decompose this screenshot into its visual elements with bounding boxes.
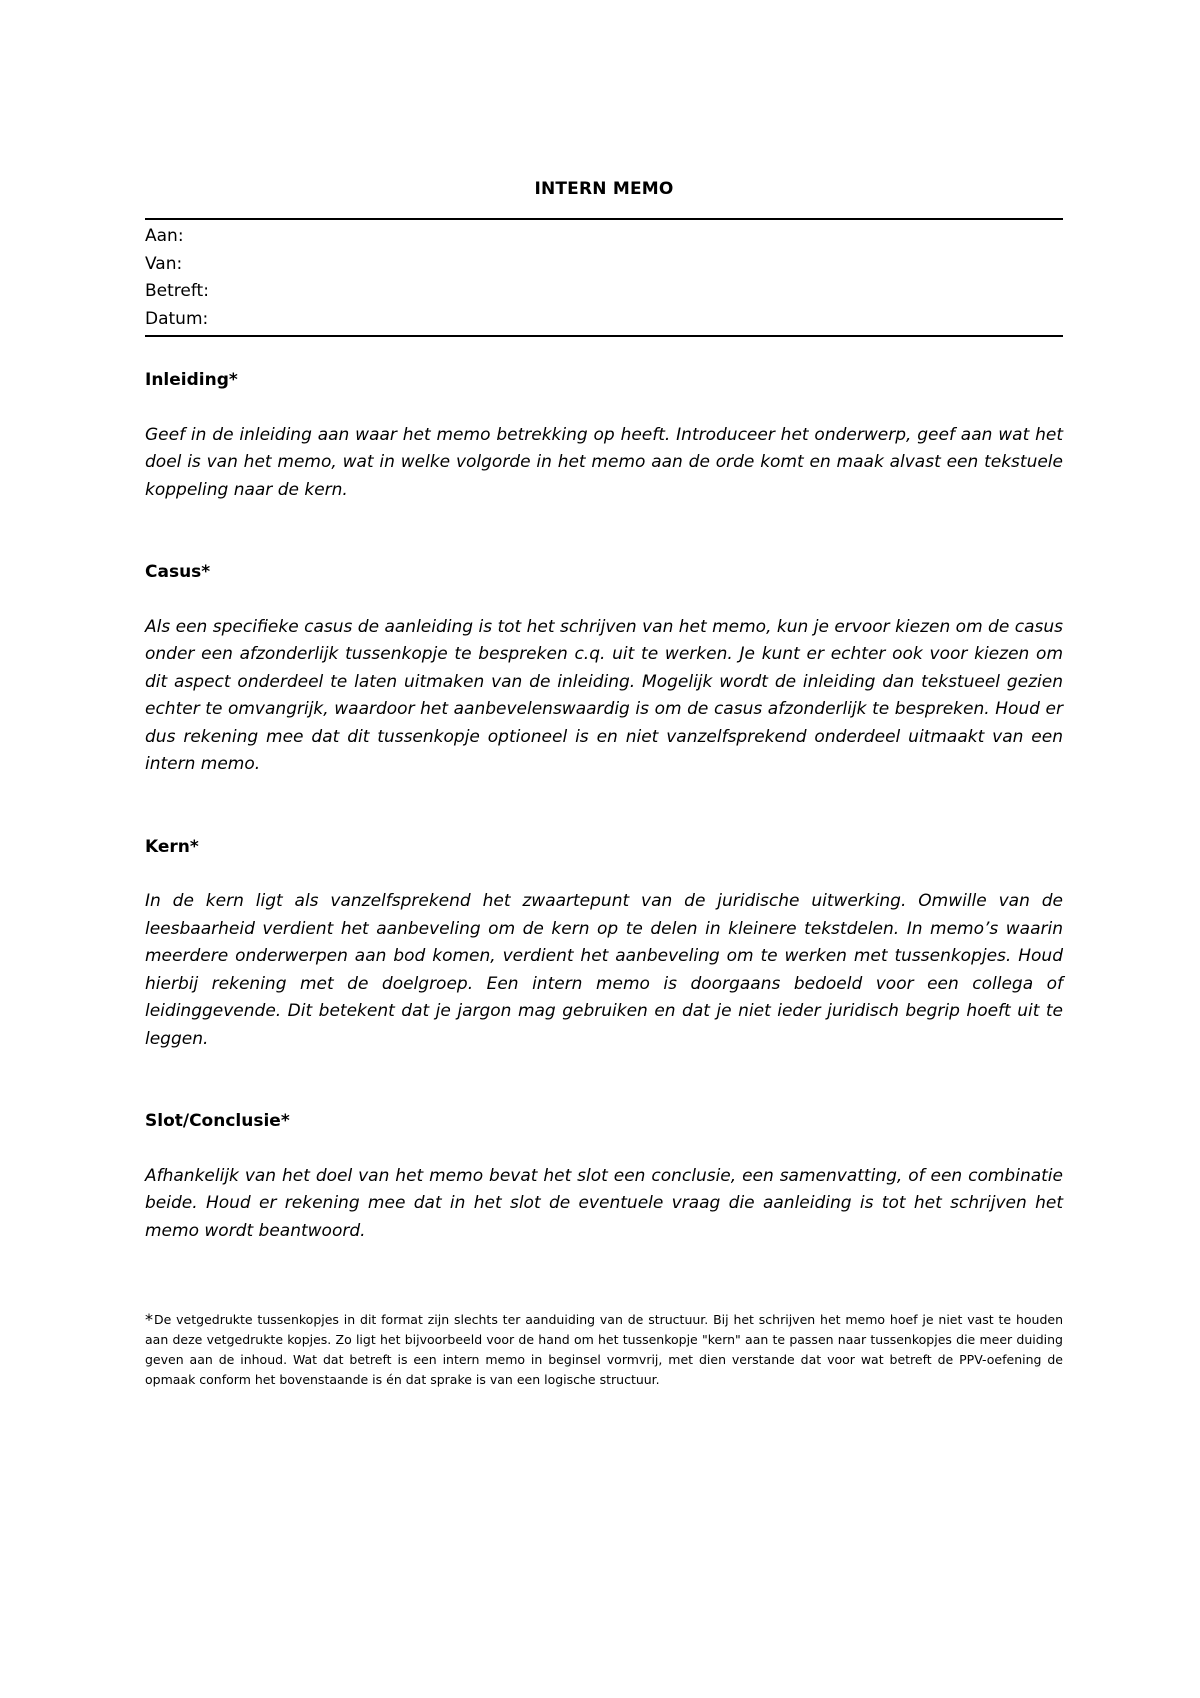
footnote-text: De vetgedrukte tussenkopjes in dit format zijn slechts ter aanduiding van de structuur. Bij het schrijven het memo hoef je niet vast te houden aan deze vetgedrukte kopjes. Zo ligt het bijvoorbeeld voor de hand om het tussenkopje "kern" aan te passen naar tussenkopjes die meer duiding geven aan de inhoud. Wat dat betreft is een intern memo in beginsel vormvrij, met dien verstande dat voor wat betreft de PPV-oefening de opmaak conform het bovenstaande is én dat sprake is van een logische structuur. (145, 1312, 1063, 1387)
section-body: In de kern ligt als vanzelfsprekend het zwaartepunt van de juridische uitwerking. Omwille van de leesbaarheid verdient het aanbeveling om de kern op te delen in kleinere tekstdelen. In memo’s waarin meerdere onderwerpen aan bod komen, verdient het aanbeveling om te werken met tussenkopjes. Houd hierbij rekening met de doelgroep. Een intern memo is doorgaans bedoeld voor een collega of leidinggevende. Dit betekent dat je jargon mag gebruiken en dat je niet ieder juridisch begrip hoeft uit te leggen. (145, 891, 1063, 1049)
section-heading: Inleiding* (145, 370, 238, 390)
footnote-mark: * (145, 1310, 153, 1329)
section-heading: Slot/Conclusie* (145, 1111, 290, 1131)
section-body: Afhankelijk van het doel van het memo bevat het slot een conclusie, een samenvatting, of een combinatie beide. Houd er rekening mee dat in het slot de eventuele vraag die aanleiding is tot het schrijven het memo wordt beantwoord. (145, 1165, 1063, 1241)
field-betreft: Betreft: (145, 281, 209, 301)
section-slot-conclusie (145, 1108, 1063, 1245)
section-heading: Kern* (145, 836, 199, 857)
section-body: Geef in de inleiding aan waar het memo betrekking op heeft. Introduceer het onderwerp, geef aan wat het doel is van het memo, wat in welke volgorde in het memo aan de orde komt en maak alvast een tekstuele koppeling naar de kern. (145, 424, 1063, 500)
section-inleiding (145, 367, 1063, 504)
memo-title: INTERN MEMO (534, 179, 674, 199)
memo-header-fields (145, 220, 1063, 335)
memo-content (145, 178, 1063, 1390)
header-rule-bottom (145, 335, 1063, 337)
section-casus (145, 559, 1063, 779)
footnote (145, 1310, 1063, 1390)
section-heading: Casus* (145, 562, 211, 582)
field-van: Van: (145, 253, 183, 274)
section-body: Als een specifieke casus de aanleiding is tot het schrijven van het memo, kun je ervoor kiezen om de casus onder een afzonderlijk tussenkopje te bespreken c.q. uit te werken. Je kunt er echter ook voor kiezen om dit aspect onderdeel te laten uitmaken van de inleiding. Mogelijk wordt de inleiding dan tekstueel gezien echter te omvangrijk, waardoor het aanbevelenswaardig is om de casus afzonderlijk te bespreken. Houd er dus rekening mee dat dit tussenkopje optioneel is en niet vanzelfsprekend onderdeel uitmaakt van een intern memo. (145, 616, 1063, 774)
field-datum: Datum: (145, 308, 209, 329)
field-aan: Aan: (145, 226, 184, 246)
section-kern (145, 834, 1063, 1054)
